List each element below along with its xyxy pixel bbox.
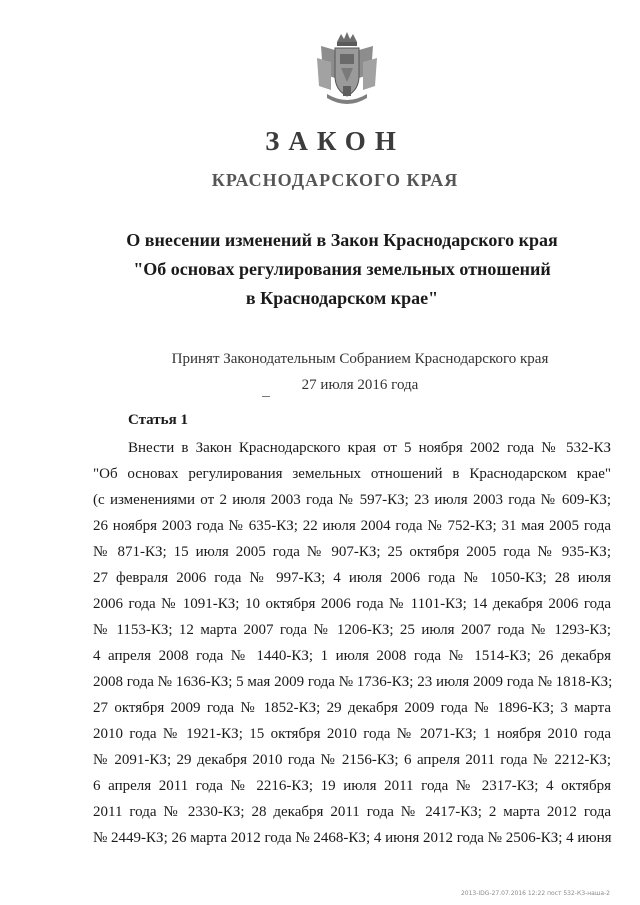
article-text-line: № 1153-КЗ; 12 марта 2007 года № 1206-КЗ; 25 июля 2007 года № 1293-КЗ;: [93, 622, 611, 638]
article-text-line: "Об основах регулирования земельных отношений в Краснодарском крае": [93, 466, 611, 482]
article-label: Статья 1: [128, 412, 188, 428]
coat-of-arms-icon: [313, 28, 381, 108]
article-text-line: 2011 года № 2330-КЗ; 28 декабря 2011 года № 2417-КЗ; 2 марта 2012 года: [93, 804, 611, 820]
article-text-line: (с изменениями от 2 июля 2003 года № 597-КЗ; 23 июля 2003 года № 609-КЗ;: [93, 492, 611, 508]
region-subtitle: КРАСНОДАРСКОГО КРАЯ: [211, 170, 459, 190]
heading-line-3: в Краснодарском крае": [245, 288, 439, 308]
article-text-line: 2008 года № 1636-КЗ; 5 мая 2009 года № 1736-КЗ; 23 июля 2009 года № 1818-КЗ;: [93, 674, 613, 690]
article-text-line: № 2091-КЗ; 29 декабря 2010 года № 2156-КЗ; 6 апреля 2011 года № 2212-КЗ;: [93, 752, 611, 768]
divider-mark: [262, 396, 270, 397]
article-text-line: 27 февраля 2006 года № 997-КЗ; 4 июля 2006 года № 1050-КЗ; 28 июля: [93, 570, 611, 586]
article-text-line: Внести в Закон Краснодарского края от 5 ноября 2002 года № 532-КЗ: [128, 440, 611, 456]
article-text-line: 26 ноября 2003 года № 635-КЗ; 22 июля 2004 года № 752-КЗ; 31 мая 2005 года: [93, 518, 611, 534]
law-title: ЗАКОН: [265, 126, 405, 156]
article-text-line: № 2449-КЗ; 26 марта 2012 года № 2468-КЗ; 4 июня 2012 года № 2506-КЗ; 4 июня: [93, 830, 612, 846]
article-text-line: 4 апреля 2008 года № 1440-КЗ; 1 июля 2008 года № 1514-КЗ; 26 декабря: [93, 648, 611, 664]
article-text-line: № 871-КЗ; 15 июля 2005 года № 907-КЗ; 25 октября 2005 года № 935-КЗ;: [93, 544, 611, 560]
footer-stamp: 2013-IDG-27.07.2016 12:22 пост 532-КЗ-наша-2: [460, 890, 610, 897]
heading-line-1: О внесении изменений в Закон Краснодарского края: [126, 230, 558, 250]
article-text-line: 27 октября 2009 года № 1852-КЗ; 29 декабря 2009 года № 1896-КЗ; 3 марта: [93, 700, 611, 716]
heading-line-2: "Об основах регулирования земельных отношений: [133, 259, 551, 279]
article-text-line: 2010 года № 1921-КЗ; 15 октября 2010 года № 2071-КЗ; 1 ноября 2010 года: [93, 726, 611, 742]
article-text-line: 2006 года № 1091-КЗ; 10 октября 2006 года № 1101-КЗ; 14 декабря 2006 года: [93, 596, 611, 612]
adopted-line-1: Принят Законодательным Собранием Краснодарского края: [171, 351, 549, 367]
article-text-line: 6 апреля 2011 года № 2216-КЗ; 19 июля 2011 года № 2317-КЗ; 4 октября: [93, 778, 611, 794]
adopted-date: 27 июля 2016 года: [301, 377, 419, 393]
